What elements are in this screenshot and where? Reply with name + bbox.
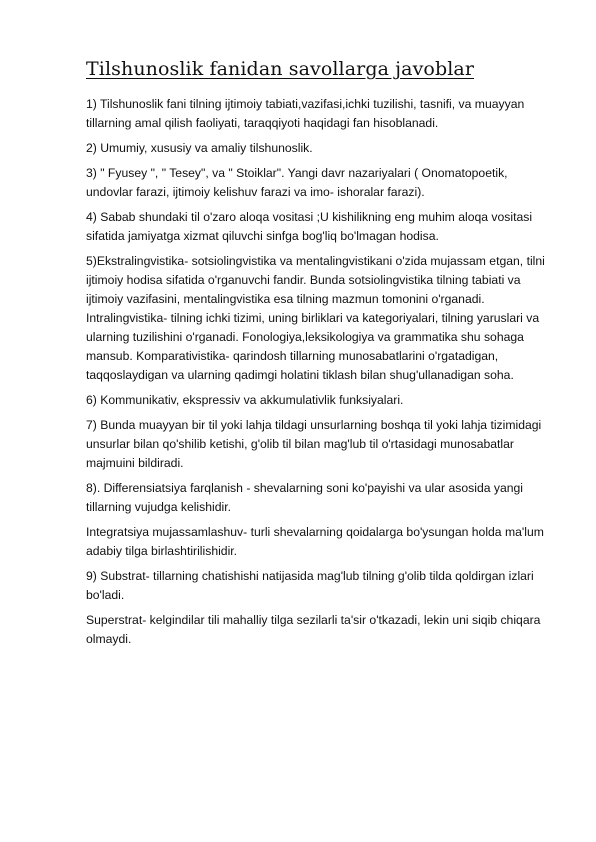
paragraph-6: 6) Kommunikativ, ekspressiv va akkumulativlik funksiyalari.	[86, 393, 404, 407]
paragraph-5: 5)Ekstralingvistika- sotsiolingvistika va mentalingvistikani o'zida mujassam etgan, tilni ijtimoiy hodisa sifatida o'rganuvchi fandir. Bunda sotsiolingvistika tilning tabiati va ijtimoiy vazifasini, mentalingvistika esa tilning mazmun tomonini o'rganadi. Intralingvistika- tilning ichki tizimi, uning birliklari va kategoriyalari, tilning yaruslari va ularning tuzilishini o'rganadi. Fonologiya,leksikologiya va grammatika shu sohaga mansub. Komparativistika- qarindosh tillarning munosabatlarini o'rgatadigan, taqqoslaydigan va ularning qadimgi holatini tiklash bilan shug'ullanadigan soha.	[86, 254, 545, 382]
paragraph-1: 1) Tilshunoslik fani tilning ijtimoiy tabiati,vazifasi,ichki tuzilishi, tasnifi, va muayyan tillarning amal qilish faoliyati, taraqqiyoti haqidagi fan hisoblanadi.	[86, 97, 525, 130]
paragraph-3: 3) " Fyusey ", " Tesey", va " Stoiklar". Yangi davr nazariyalari ( Onomatopoetik, undovlar farazi, ijtimoiy kelishuv farazi va imo- ishoralar farazi).	[86, 166, 508, 199]
paragraph-2: 2) Umumiy, xususiy va amaliy tilshunoslik.	[86, 141, 313, 155]
paragraph-9-superstrat: Superstrat- kelgindilar tili mahalliy tilga sezilarli ta'sir o'tkazadi, lekin uni siqib chiqara olmaydi.	[86, 613, 541, 646]
document-body	[86, 95, 556, 655]
paragraph-8-integratsiya: Integratsiya mujassamlashuv- turli shevalarning qoidalarga bo'ysungan holda ma'lum adabiy tilga birlashtirilishidir.	[86, 525, 544, 558]
paragraph-9: 9) Substrat- tillarning chatishishi natijasida mag'lub tilning g'olib tilda qoldirgan izlari bo'ladi.	[86, 569, 534, 602]
paragraph-4: 4) Sabab shundaki til o'zaro aloqa vositasi ;U kishilikning eng muhim aloqa vositasi sifatida jamiyatga xizmat qiluvchi sinfga bog'liq bo'lmagan hodisa.	[86, 210, 533, 243]
document-title: Tilshunoslik fanidan savollarga javoblar	[86, 58, 475, 80]
paragraph-8: 8). Differensiatsiya farqlanish - shevalarning soni ko'payishi va ular asosida yangi tillarning vujudga kelishidir.	[86, 481, 524, 514]
paragraph-7: 7) Bunda muayyan bir til yoki lahja tildagi unsurlarning boshqa til yoki lahja tizimidagi unsurlar bilan qo'shilib ketishi, g'olib til bilan mag'lub til o'rtasidagi munosabatlar majmuini bildiradi.	[86, 418, 542, 470]
